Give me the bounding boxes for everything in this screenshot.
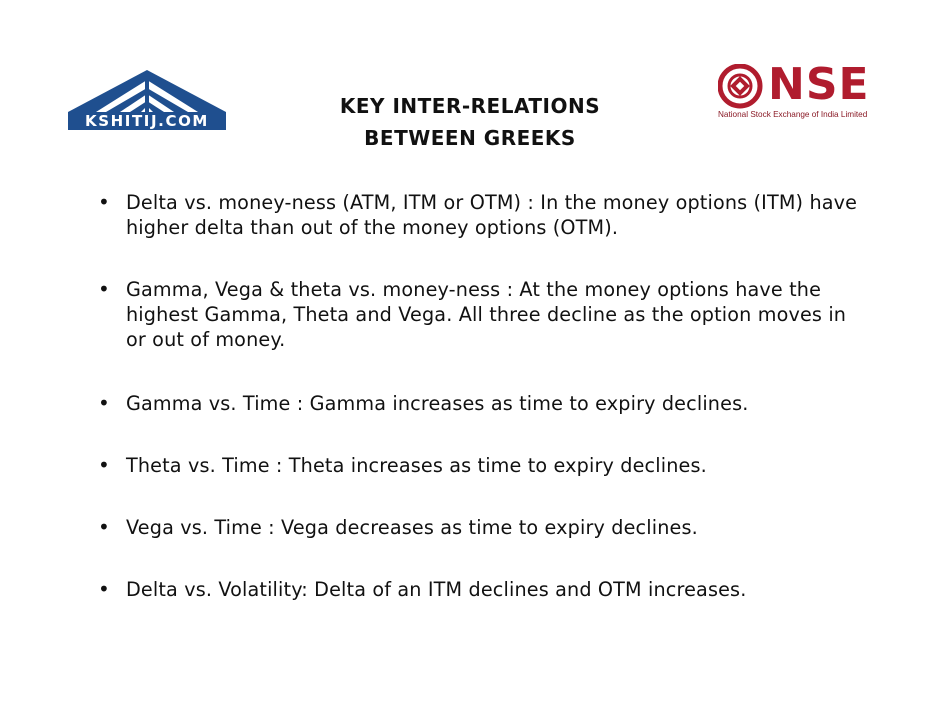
bullet-text: Delta vs. Volatility: Delta of an ITM declines and OTM increases. xyxy=(126,578,747,601)
slide-title xyxy=(290,90,650,154)
bullet-icon: • xyxy=(98,515,110,539)
bullet-text: Delta vs. money-ness (ATM, ITM or OTM) : In the money options (ITM) have higher delta than out of the money options (OTM). xyxy=(126,191,858,239)
bullet-text: Gamma, Vega & theta vs. money-ness : At the money options have the highest Gamma, Theta and Vega. All three decline as the option moves in or out of money. xyxy=(126,278,847,351)
bullet-icon: • xyxy=(98,277,110,301)
bullet-icon: • xyxy=(98,391,110,415)
nse-logo-text: NSE xyxy=(768,59,870,110)
bullet-text: Gamma vs. Time : Gamma increases as time to expiry declines. xyxy=(126,392,749,415)
bullet-icon: • xyxy=(98,453,110,477)
nse-logo-subtitle: National Stock Exchange of India Limited xyxy=(718,110,868,119)
nse-emblem-icon xyxy=(718,64,766,110)
bullet-text: Vega vs. Time : Vega decreases as time to expiry declines. xyxy=(126,516,698,539)
title-line-2: BETWEEN GREEKS xyxy=(364,126,576,150)
kshitij-logo-text: KSHITIJ.COM xyxy=(68,112,226,130)
title-line-1: KEY INTER-RELATIONS xyxy=(339,94,601,118)
bullet-icon: • xyxy=(98,190,110,214)
bullet-text: Theta vs. Time : Theta increases as time to expiry declines. xyxy=(126,454,707,477)
nse-logo xyxy=(718,59,870,126)
kshitij-logo xyxy=(66,68,228,132)
bullet-icon: • xyxy=(98,577,110,601)
kshitij-pyramid-icon xyxy=(66,68,228,114)
